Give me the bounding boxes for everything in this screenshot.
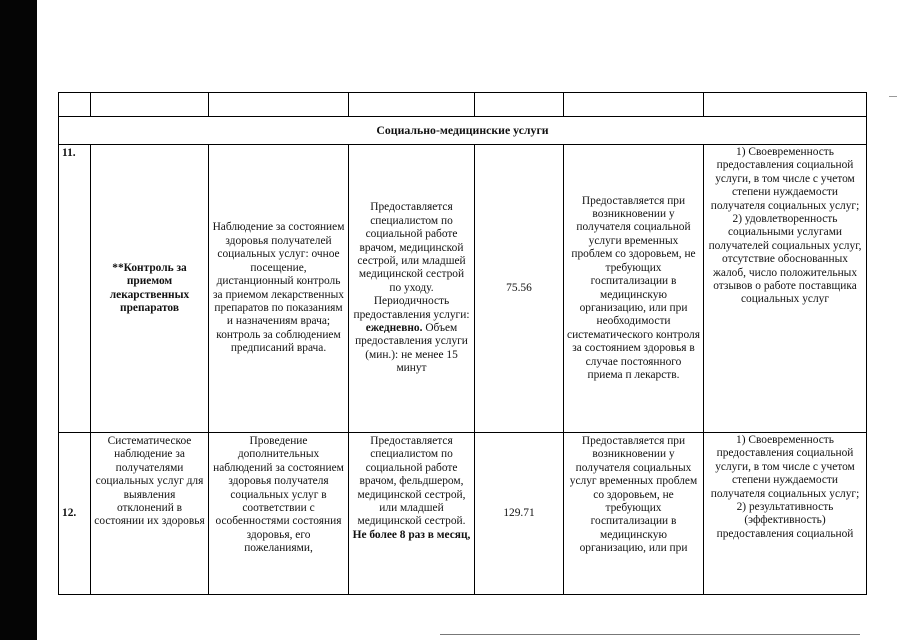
services-table bbox=[58, 92, 867, 595]
blank-cell bbox=[704, 93, 867, 117]
blank-cell bbox=[475, 93, 564, 117]
service-terms: Предоставляется при возникновении у получателя социальных услуг временных проблем со здоровьем, не требующих госпитализации в медицинскую организацию, или при bbox=[564, 433, 704, 595]
indicator-item: 1) Своевременность предоставления социальной услуги, в том числе с учетом степени нуждаемости получателя социальных услуг; bbox=[710, 146, 860, 212]
blank-cell bbox=[91, 93, 209, 117]
indicator-item: 1) Своевременность предоставления социальной услуги, в том числе с учетом степени нуждаемости получателя социальных услуг; bbox=[710, 434, 860, 500]
blank-cell bbox=[564, 93, 704, 117]
blank-cell bbox=[59, 93, 91, 117]
document-page bbox=[58, 92, 866, 595]
section-title: Социально-медицинские услуги bbox=[59, 117, 867, 145]
blank-cell bbox=[209, 93, 349, 117]
conditions-volume: Объем предоставления услуги (мин.): не менее 15 минут bbox=[355, 322, 468, 375]
service-description: Наблюдение за состоянием здоровья получателей социальных услуг: очное посещение, дистанционный контроль за приемом лекарственных препаратов по показаниям и назначениям врача; контроль за соблюдением предписаний врача. bbox=[209, 145, 349, 433]
row-number: 11. bbox=[59, 145, 91, 433]
service-description: Проведение дополнительных наблюдений за состоянием здоровья получателя социальных услуг в соответствии с особенностями состояния здоровья, его пожеланиями, bbox=[209, 433, 349, 595]
conditions-frequency: Не более 8 раз в месяц, bbox=[352, 528, 471, 541]
table-row bbox=[59, 433, 867, 595]
conditions-text: Предоставляется специалистом по социальной работе врачом, фельдшером, медицинской сестрой, или младшей медицинской сестрой. bbox=[357, 435, 466, 528]
section-row bbox=[59, 117, 867, 145]
blank-cell bbox=[349, 93, 475, 117]
service-name: **Контроль за приемом лекарственных препаратов bbox=[91, 145, 209, 433]
header-blank-row bbox=[59, 93, 867, 117]
conditions-frequency: ежедневно. bbox=[365, 322, 423, 335]
service-terms: Предоставляется при возникновении у получателя социальной услуги временных проблем со здоровьем, не требующих госпитализации в медицинскую организацию, или при необходимости систематического контроля за состоянием здоровья в случае постоянного приема п лекарств. bbox=[564, 145, 704, 433]
scan-bottom-line bbox=[440, 634, 860, 635]
quality-indicators bbox=[704, 145, 867, 433]
row-number: 12. bbox=[59, 433, 91, 595]
table-row bbox=[59, 145, 867, 433]
service-price: 129.71 bbox=[475, 433, 564, 595]
scan-mark bbox=[889, 96, 897, 97]
service-name: Систематическое наблюдение за получателями социальных услуг для выявления отклонений в состоянии их здоровья bbox=[91, 433, 209, 595]
service-conditions bbox=[349, 433, 475, 595]
conditions-text: Предоставляется специалистом по социальной работе врачом, медицинской сестрой, или младшей медицинской сестрой по уходу. Периодичность предоставления услуги: bbox=[353, 201, 470, 321]
service-conditions bbox=[349, 145, 475, 433]
indicator-item: 2) результативность (эффективность) предоставления социальной bbox=[716, 501, 854, 540]
quality-indicators bbox=[704, 433, 867, 595]
scan-left-edge bbox=[0, 0, 37, 640]
indicator-item: 2) удовлетворенность социальными услугами получателей социальных услуг, отсутствие обоснованных жалоб, число положительных отзывов о работе поставщика социальных услуг bbox=[708, 213, 862, 306]
service-price: 75.56 bbox=[475, 145, 564, 433]
